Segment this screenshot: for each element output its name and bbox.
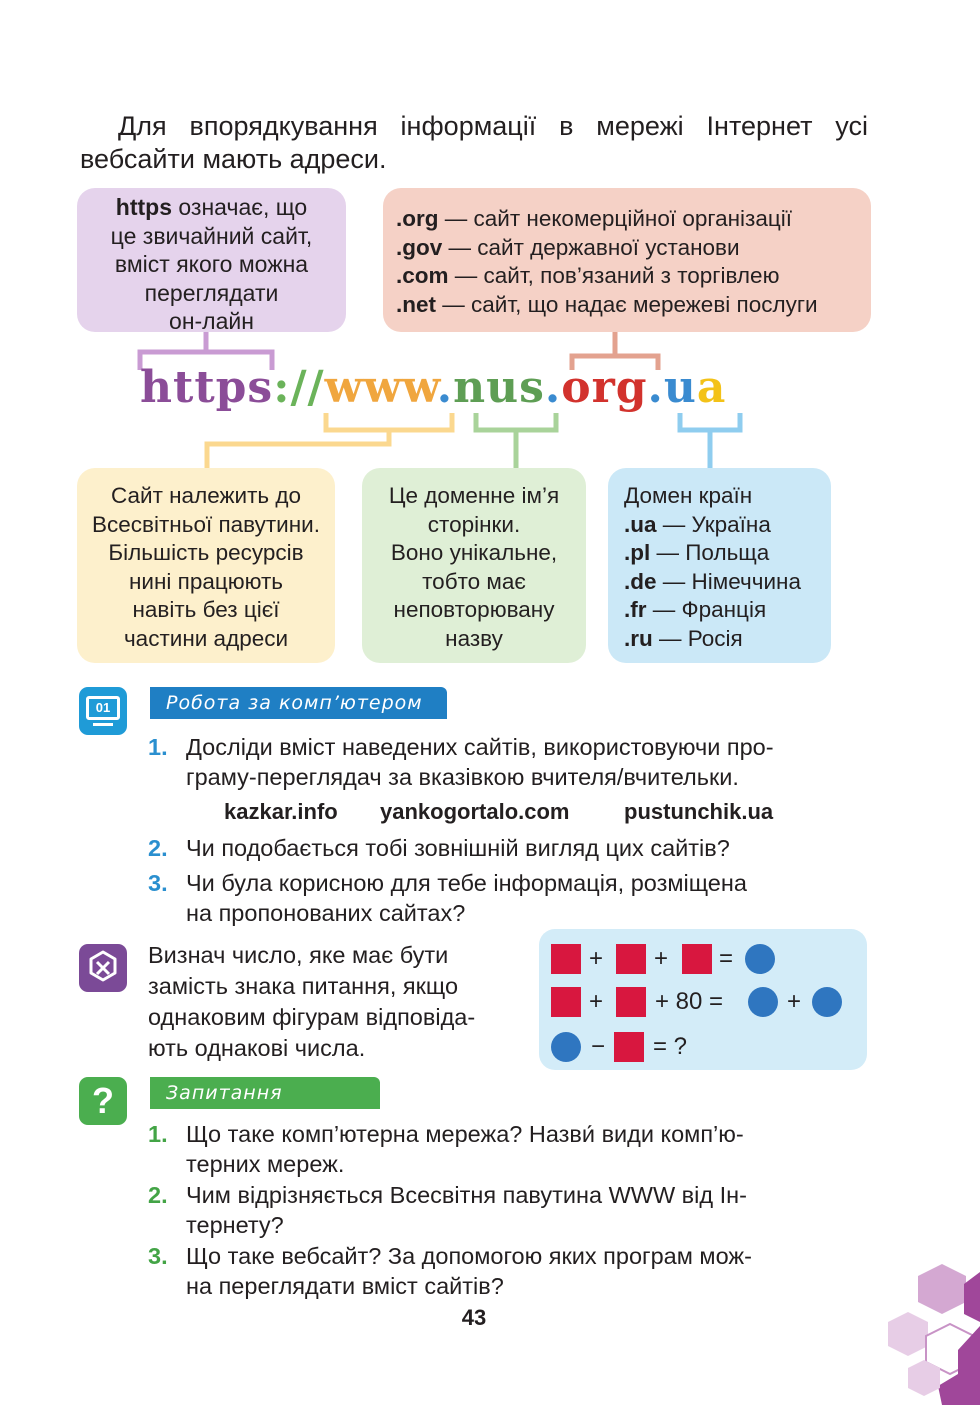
- red-square: [551, 944, 581, 974]
- url-scheme: https: [140, 362, 274, 413]
- tld-item: .com — сайт, пов’язаний з торгівлею: [396, 263, 780, 288]
- blue-circle: [551, 1032, 581, 1062]
- computer-task-2: 2. Чи подобається тобі зовнішній вигляд цих сайтів?: [148, 835, 730, 861]
- site-link: kazkar.info: [224, 799, 338, 824]
- https-line: вміст якого можна: [114, 251, 309, 277]
- tld-item: .net — сайт, що надає мережеві послуги: [396, 291, 818, 317]
- question-1: 1. Що таке комп’ютерна мережа? Назви́ види комп’ю- терних мереж.: [148, 1121, 744, 1177]
- blue-circle: [745, 944, 775, 974]
- domain-name-box: Це доменне ім’я сторінки. Воно унікальне, тобто має неповторювану назву: [362, 468, 586, 663]
- country-item: .ua — Україна: [624, 511, 771, 537]
- site-link: pustunchik.ua: [624, 799, 774, 824]
- country-item: .pl — Польща: [624, 540, 770, 565]
- blue-circle: [812, 987, 842, 1017]
- site-link: yankogortalo.com: [380, 799, 570, 824]
- country-item: .fr — Франція: [624, 597, 767, 622]
- question-2: 2. Чим відрізняється Всесвітня павутина WWW від Ін- тернету?: [148, 1182, 747, 1238]
- question-icon: ?: [79, 1077, 127, 1125]
- questions-section-title: Запитання: [150, 1077, 380, 1109]
- https-term: https: [115, 194, 172, 220]
- example-url: https://www.nus.org.ua: [140, 362, 727, 413]
- https-line: он-лайн: [169, 308, 254, 334]
- puzzle-text: Визнач число, яке має бути замість знака питання, якщо однаковим фігурам відповіда- ють однакові числа.: [148, 942, 476, 1061]
- url-country-a: a: [696, 362, 727, 413]
- intro-paragraph: Для впорядкування інформації в мережі Інтернет усі вебсайти мають адреси.: [80, 111, 868, 174]
- computer-icon: 01: [79, 687, 127, 735]
- red-square: [551, 987, 581, 1017]
- red-square: [616, 944, 646, 974]
- red-square: [616, 987, 646, 1017]
- country-box-title: Домен країн: [624, 483, 753, 508]
- blue-circle: [748, 987, 778, 1017]
- equation-box: + + = + + 80 = + − = ?: [539, 929, 867, 1070]
- red-square: [682, 944, 712, 974]
- www-explanation-box: Сайт належить до Всесвітньої павутини. Більшість ресурсів нині працюють навіть без цієї частини адреси: [77, 468, 335, 663]
- https-line: переглядати: [144, 279, 279, 306]
- computer-task-1: 1. Досліди вміст наведених сайтів, використовуючи про- граму-переглядач за вказівкою вчителя/вчительки.: [148, 734, 774, 790]
- https-explanation-box: https означає, що це звичайний сайт, вміст якого можна переглядати он-лайн: [77, 188, 346, 332]
- url-domain-name: nus: [453, 362, 545, 413]
- country-item: .de — Німеччина: [624, 568, 801, 594]
- tld-item: .org — сайт некомерційної організації: [396, 206, 792, 231]
- https-line: це звичайний сайт,: [110, 222, 313, 249]
- red-square: [614, 1032, 644, 1062]
- country-domain-box: [608, 468, 831, 663]
- computer-task-3: 3. Чи була корисною для тебе інформація, розміщена на пропонованих сайтах?: [148, 870, 747, 926]
- computer-section-title: Робота за комп’ютером: [150, 687, 447, 719]
- tld-item: .gov — сайт державної установи: [396, 234, 740, 260]
- url-tld: org: [561, 362, 648, 413]
- url-www: www: [324, 362, 437, 413]
- page-number: 43: [461, 1305, 487, 1330]
- question-3: 3. Що таке вебсайт? За допомогою яких програм мож- на переглядати вміст сайтів?: [148, 1243, 752, 1299]
- decorative-hexagons: [880, 1262, 980, 1405]
- country-item: .ru — Росія: [624, 625, 743, 651]
- url-country-u: u: [663, 362, 697, 413]
- puzzle-icon: [79, 944, 127, 992]
